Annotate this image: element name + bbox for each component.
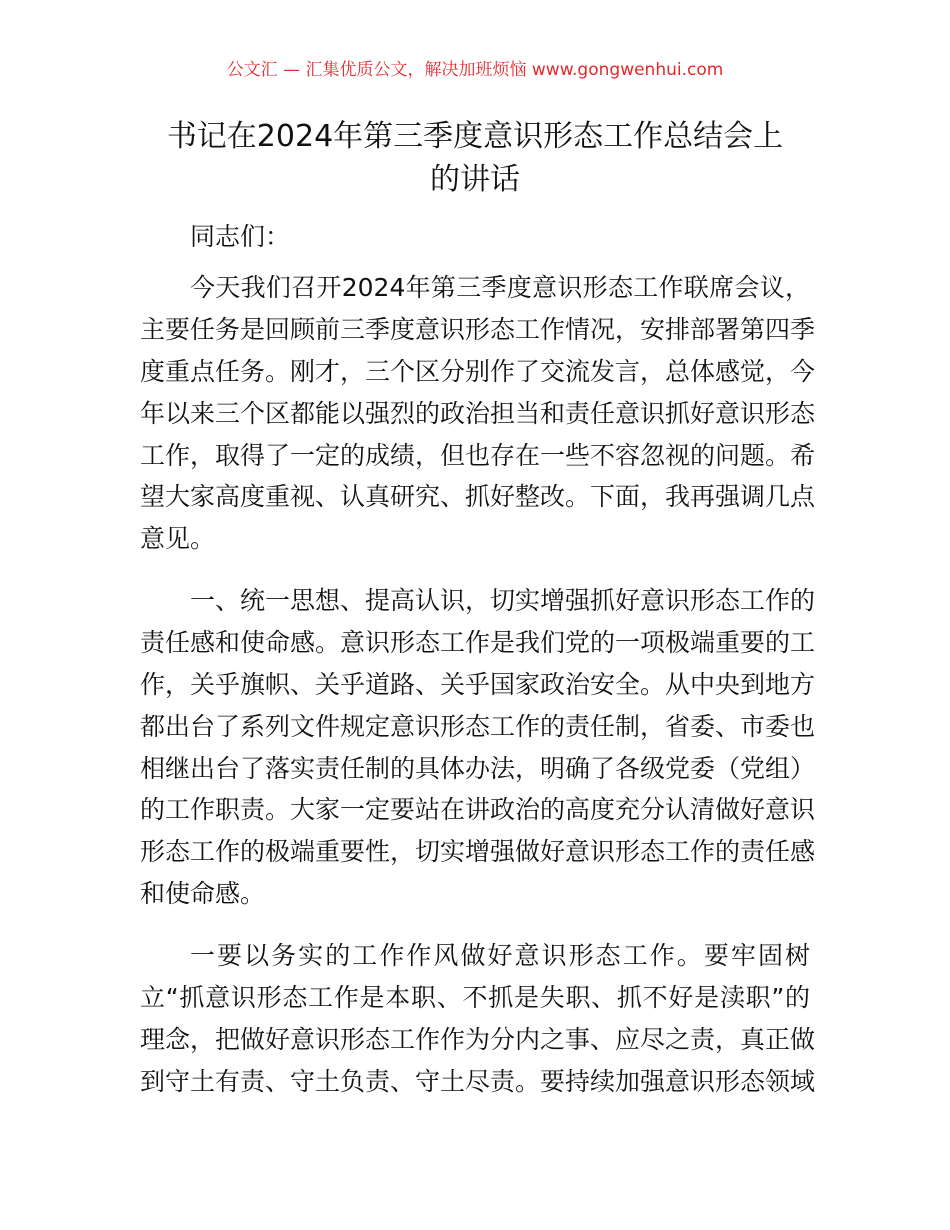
paragraph-line: 一、统一思想、提高认识，切实增强抓好意识形态工作的 [190,586,816,615]
paragraph-line: 意见。 [140,524,216,553]
paragraph-line: 作，关乎旗帜、关乎道路、关乎国家政治安全。从中央到地方 [140,670,816,699]
paragraph-line: 主要任务是回顾前三季度意识形态工作情况，安排部署第四季 [140,315,816,344]
paragraph-line: 理念，把做好意识形态工作作为分内之事、应尽之责，真正做 [140,1025,816,1054]
paragraph-line: 一要以务实的工作作风做好意识形态工作。要牢固树 [190,941,810,970]
paragraph-line: 工作，取得了一定的成绩，但也存在一些不容忽视的问题。希 [140,441,816,470]
document-title-line-1: 书记在2024年第三季度意识形态工作总结会上 [166,119,784,154]
paragraph-line: 年以来三个区都能以强烈的政治担当和责任意识抓好意识形态 [140,399,816,428]
paragraph-line: 相继出台了落实责任制的具体办法，明确了各级党委（党组） [140,754,816,783]
paragraph-line: 都出台了系列文件规定意识形态工作的责任制，省委、市委也 [140,712,816,741]
paragraph-line: 度重点任务。刚才，三个区分别作了交流发言，总体感觉，今 [140,357,816,386]
salutation: 同志们： [190,222,291,251]
paragraph-line: 望大家高度重视、认真研究、抓好整改。下面，我再强调几点 [140,482,816,511]
watermark-header: 公文汇 — 汇集优质公文，解决加班烦恼 www.gongwenhui.com [226,60,724,80]
document-title-line-2: 的讲话 [430,162,520,197]
paragraph-line: 的工作职责。大家一定要站在讲政治的高度充分认清做好意识 [140,795,816,824]
paragraph-line: 今天我们召开2024年第三季度意识形态工作联席会议， [190,273,810,302]
paragraph-line: 和使命感。 [140,879,266,908]
paragraph-line: 立“抓意识形态工作是本职、不抓是失职、抓不好是渎职”的 [140,983,810,1012]
paragraph-line: 到守土有责、守土负责、守土尽责。要持续加强意识形态领域 [140,1067,816,1096]
paragraph-line: 形态工作的极端重要性，切实增强做好意识形态工作的责任感 [140,837,816,866]
paragraph-line: 责任感和使命感。意识形态工作是我们党的一项极端重要的工 [140,628,816,657]
